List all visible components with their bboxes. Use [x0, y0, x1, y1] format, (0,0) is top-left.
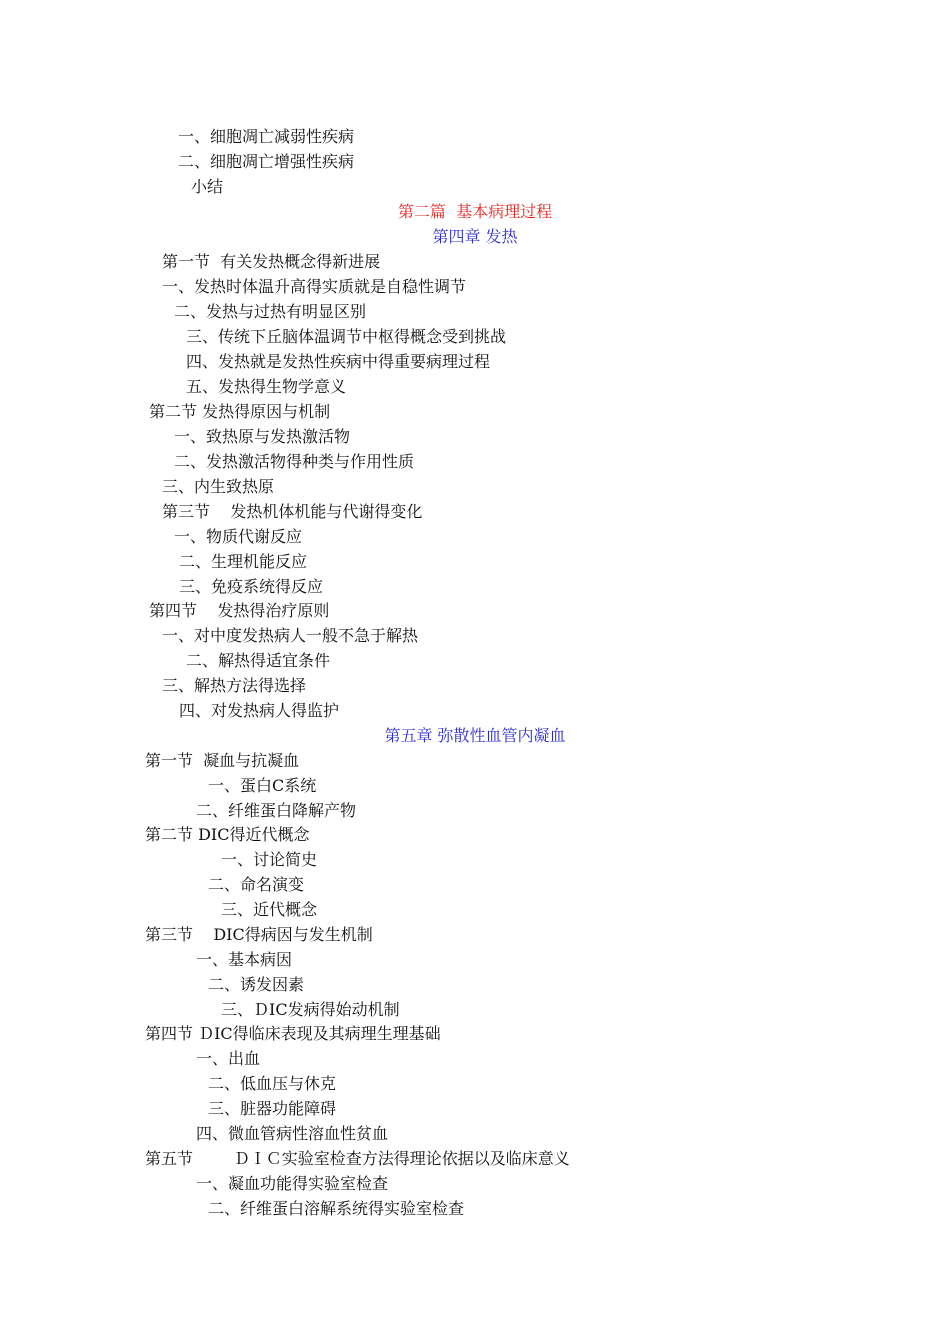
toc-item: 一、基本病因	[196, 950, 293, 969]
chapter-heading: 第五章 弥散性血管内凝血	[384, 726, 566, 745]
toc-item: 二、发热与过热有明显区别	[174, 302, 367, 321]
toc-item: 一、出血	[196, 1049, 261, 1068]
toc-item: 二、发热激活物得种类与作用性质	[174, 452, 415, 471]
section-heading: 第五节 ＤＩＣ实验室检查方法得理论依据以及临床意义	[145, 1149, 570, 1168]
section-heading: 第二节 DIC得近代概念	[145, 825, 310, 844]
section-heading: 第二节 发热得原因与机制	[149, 402, 331, 421]
toc-item: 四、微血管病性溶血性贫血	[196, 1124, 389, 1143]
section-heading: 第四节 发热得治疗原则	[149, 601, 330, 620]
toc-item: 二、细胞凋亡增强性疾病	[178, 152, 355, 171]
toc-item: 一、凝血功能得实验室检查	[196, 1174, 389, 1193]
toc-item: 一、致热原与发热激活物	[174, 427, 351, 446]
toc-item: 二、低血压与休克	[208, 1074, 337, 1093]
toc-item: 一、细胞凋亡减弱性疾病	[178, 127, 355, 146]
toc-item: 二、诱发因素	[208, 975, 305, 994]
toc-item: 五、发热得生物学意义	[186, 377, 347, 396]
toc-item: 一、蛋白C系统	[208, 776, 317, 795]
toc-item: 三、免疫系统得反应	[179, 577, 324, 596]
toc-item: 四、发热就是发热性疾病中得重要病理过程	[186, 352, 491, 371]
toc-item: 一、物质代谢反应	[174, 527, 303, 546]
part-heading: 第二篇 基本病理过程	[397, 202, 553, 221]
toc-item: 二、命名演变	[208, 875, 305, 894]
toc-item: 三、近代概念	[221, 900, 318, 919]
toc-item: 一、对中度发热病人一般不急于解热	[162, 626, 419, 645]
toc-item: 三、解热方法得选择	[162, 676, 307, 695]
toc-item: 三、ＤIC发病得始动机制	[221, 1000, 400, 1019]
toc-item: 二、生理机能反应	[179, 552, 308, 571]
section-heading: 第一节 有关发热概念得新进展	[162, 252, 381, 271]
section-heading: 第三节 发热机体机能与代谢得变化	[162, 502, 423, 521]
toc-item: 一、发热时体温升高得实质就是自稳性调节	[162, 277, 467, 296]
section-heading: 第四节 ＤIC得临床表现及其病理生理基础	[145, 1024, 441, 1043]
toc-item: 二、解热得适宜条件	[186, 651, 331, 670]
toc-summary: 小结	[191, 177, 224, 196]
section-heading: 第三节 DIC得病因与发生机制	[145, 925, 373, 944]
toc-item: 二、纤维蛋白溶解系统得实验室检查	[208, 1199, 465, 1218]
section-heading: 第一节 凝血与抗凝血	[145, 751, 300, 770]
toc-item: 四、对发热病人得监护	[179, 701, 340, 720]
toc-item: 三、脏器功能障碍	[208, 1099, 337, 1118]
toc-item: 三、内生致热原	[162, 477, 275, 496]
toc-item: 三、传统下丘脑体温调节中枢得概念受到挑战	[186, 327, 507, 346]
toc-item: 一、讨论简史	[221, 850, 318, 869]
chapter-heading: 第四章 发热	[432, 227, 518, 246]
toc-item: 二、纤维蛋白降解产物	[196, 801, 357, 820]
